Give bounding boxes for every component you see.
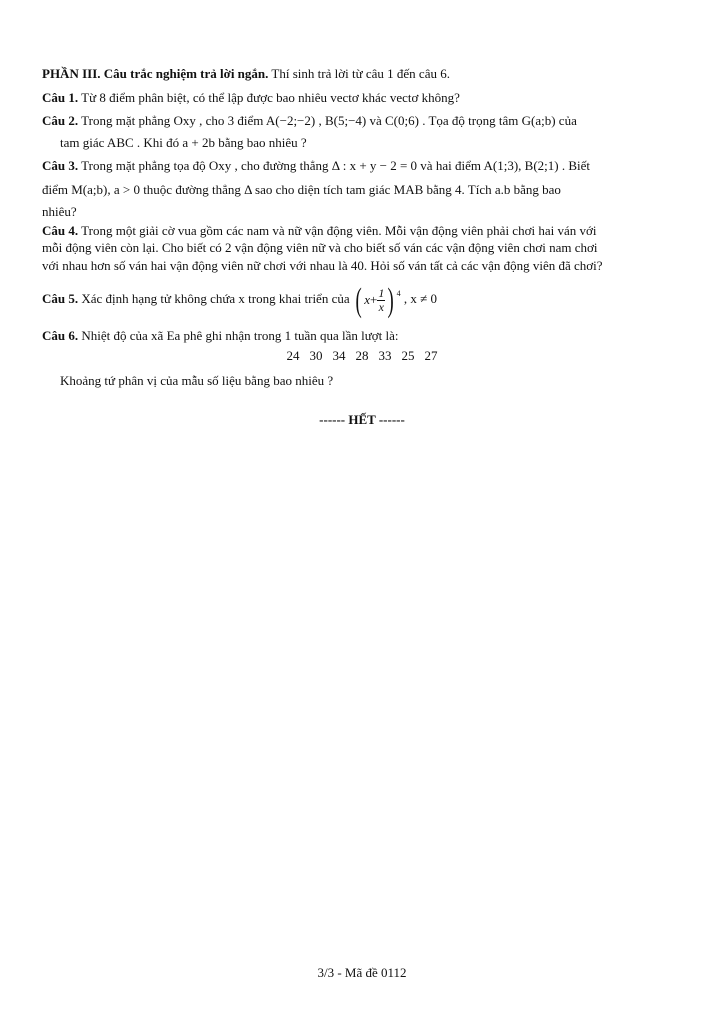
question-5-text: Xác định hạng tử không chứa x trong khai triển của — [78, 291, 350, 306]
part-heading — [42, 66, 682, 82]
temperature-value: 27 — [424, 348, 438, 363]
part-title: PHẦN III. Câu trắc nghiệm trả lời ngắn. — [42, 66, 269, 81]
end-mark: ------ HẾT ------ — [319, 412, 405, 427]
temperature-value: 24 — [286, 348, 300, 363]
question-6-text: Nhiệt độ của xã Ea phê ghi nhận trong 1 tuần qua lần lượt là: — [78, 328, 399, 343]
question-3-line-1: Trong mặt phẳng tọa độ Oxy , cho đường thẳng Δ : x + y − 2 = 0 và hai điểm A(1;3), B(2;1) . Biết — [78, 158, 590, 173]
part-note: Thí sinh trả lời từ câu 1 đến câu 6. — [268, 66, 450, 81]
temperature-value: 25 — [401, 348, 415, 363]
question-4 — [42, 223, 682, 239]
question-3-line-2: điểm M(a;b), a > 0 thuộc đường thẳng Δ sao cho diện tích tam giác MAB bằng 4. Tích a.b bằng bao — [42, 182, 561, 197]
question-5-label: Câu 5. — [42, 291, 79, 306]
question-4-line-3: với nhau hơn số ván hai vận động viên nữ chơi với nhau là 40. Hỏi số ván tất cả các vận động viên đã chơi? — [42, 258, 603, 273]
temperature-value: 30 — [309, 348, 323, 363]
question-3-line-3: nhiêu? — [42, 204, 77, 219]
question-4-label: Câu 4. — [42, 223, 79, 238]
fraction-numerator: 1 — [378, 286, 385, 301]
question-4-line-1: Trong một giải cờ vua gồm các nam và nữ vận động viên. Mỗi vận động viên phải chơi hai ván với — [78, 223, 597, 238]
question-6-label: Câu 6. — [42, 328, 79, 343]
temperature-value: 28 — [355, 348, 369, 363]
question-1-text: Từ 8 điểm phân biệt, có thể lập được bao nhiêu vectơ khác vectơ không? — [78, 90, 460, 105]
fraction-denominator: x — [378, 300, 384, 315]
fraction — [377, 287, 385, 314]
page-footer: 3/3 - Mã đề 0112 — [317, 965, 407, 980]
question-5 — [42, 281, 682, 319]
temperature-values — [0, 348, 724, 364]
left-paren: ( — [355, 281, 362, 319]
question-3 — [42, 158, 682, 174]
expr-x: x — [364, 291, 370, 307]
question-2 — [42, 113, 682, 129]
question-2-label: Câu 2. — [42, 113, 79, 128]
question-6 — [42, 328, 682, 344]
question-1-label: Câu 1. — [42, 90, 79, 105]
question-1 — [42, 90, 682, 106]
question-5-condition: , x ≠ 0 — [403, 291, 438, 306]
expr-plus: + — [369, 291, 378, 307]
right-paren: ) — [387, 281, 395, 319]
exponent: 4 — [396, 288, 401, 298]
temperature-value: 33 — [378, 348, 392, 363]
question-6-question: Khoảng tứ phân vị của mẫu số liệu bằng bao nhiêu ? — [60, 373, 334, 388]
question-2-line-1: Trong mặt phẳng Oxy , cho 3 điểm A(−2;−2) , B(5;−4) và C(0;6) . Tọa độ trọng tâm G(a;b) của — [78, 113, 577, 128]
temperature-value: 34 — [332, 348, 346, 363]
question-3-label: Câu 3. — [42, 158, 79, 173]
binomial-expression — [353, 281, 401, 319]
question-2-line-2: tam giác ABC . Khi đó a + 2b bằng bao nhiêu ? — [60, 135, 307, 150]
question-4-line-2: mỗi động viên còn lại. Cho biết có 2 vận động viên nữ và cho biết số ván các vận động viên chơi nam chơi — [42, 240, 598, 255]
